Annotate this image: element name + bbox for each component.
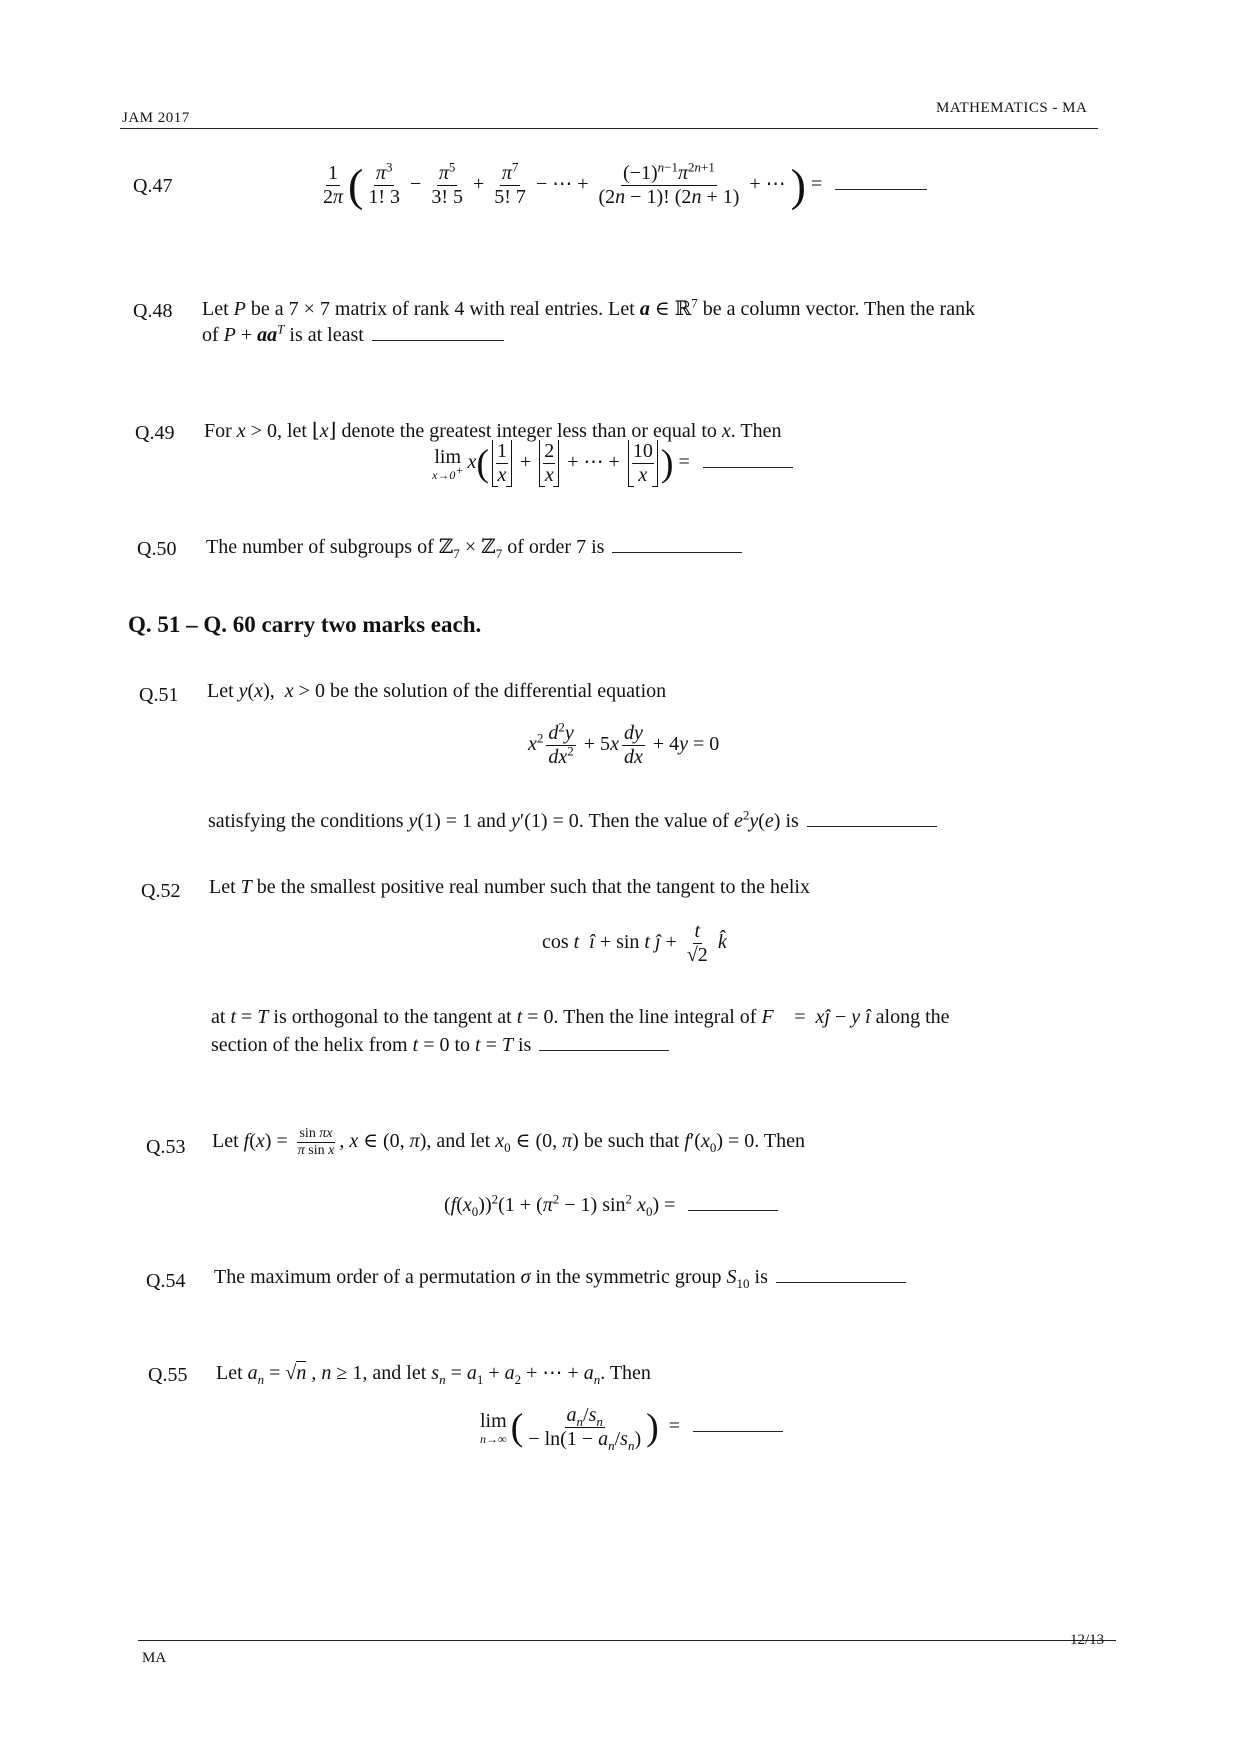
question-number-48: Q.48 (133, 300, 173, 322)
q51-text-3a: satisfying the conditions (208, 810, 409, 832)
q49-text-1d: . Then (730, 420, 782, 442)
question-number-54: Q.54 (146, 1270, 186, 1292)
q48-text-1a: Let (202, 298, 234, 320)
q52-line-3: at t = T is orthogonal to the tangent at t = 0. Then the line integral of F⃗ = xĵ − y î along the (211, 1006, 950, 1028)
question-number-50: Q.50 (137, 538, 177, 560)
q55-text-1c: . Then (600, 1362, 651, 1384)
q52-line-1: Let T be the smallest positive real number such that the tangent to the helix (209, 876, 810, 898)
q52-text-1a: Let (209, 876, 241, 898)
q51-text-1a: Let (207, 680, 239, 702)
q52-text-4b: to (449, 1034, 476, 1056)
q48-line-2: of $P + aa^T$ is at least (202, 324, 504, 347)
q54-text-a: The maximum order of a permutation (214, 1266, 521, 1288)
q48-text-2b: is at least (284, 324, 364, 346)
q49-text-1c: denote the greatest integer less than or equal to (336, 420, 722, 442)
header-rule (120, 128, 1098, 129)
q52-text-1b: be the smallest positive real number such that the tangent to the helix (251, 876, 810, 898)
q54-text-c: is (749, 1266, 768, 1288)
q49-line-1: For x > 0, let ⌊x⌋ denote the greatest integer less than or equal to x. Then (204, 420, 782, 442)
q53-text-1c: be such that (578, 1130, 685, 1153)
section-heading: Q. 51 – Q. 60 carry two marks each. (128, 612, 482, 637)
question-number-47: Q.47 (133, 175, 173, 197)
q48-line-1: Let P be a 7 × 7 matrix of rank 4 with real entries. Let a ∈ ℝ$^7$ be a column vector. Then the rank (202, 295, 976, 320)
q55-line-1: Let $a_n = √n$ , n ≥ 1, and let $s_n = a_1 + a_2$ + ⋯ + $a_n$. Then (216, 1362, 651, 1387)
footer-left: MA (142, 1650, 167, 1666)
header-right: MATHEMATICS - MA (936, 100, 1088, 116)
q53-text-1a: Let (212, 1130, 244, 1153)
q54-text-b: in the symmetric group (530, 1266, 727, 1288)
q55-text-1a: Let (216, 1362, 248, 1384)
q48-text-1b: be a 7 × 7 matrix of rank 4 with real entries. Let (245, 298, 640, 320)
q52-text-3b: is orthogonal to the tangent at (268, 1006, 517, 1028)
q51-differential-equation: $x^2$ $\frac{d^2y}{dx^2}$ + 5x $\frac{dy}{dx}$ + 4y = 0 (528, 719, 720, 768)
question-number-49: Q.49 (135, 422, 175, 444)
q54-text: The maximum order of a permutation σ in the symmetric group $S_{10}$ is (214, 1266, 906, 1289)
q53-text-1d: . Then (754, 1130, 806, 1153)
question-number-52: Q.52 (141, 880, 181, 902)
q51-line-3: satisfying the conditions y(1) = 1 and y′(1) = 0. Then the value of $e^2y(e)$ is (208, 810, 937, 833)
q51-text-1b: be the solution of the differential equation (329, 680, 667, 702)
q52-text-4c: is (513, 1034, 532, 1056)
q50-text: The number of subgroups of ℤ$_7$ × ℤ$_7$ of order 7 is (206, 534, 742, 559)
q47-expression: $\frac{1}{2\pi}$ ( $\frac{\pi^3}{1! 3}$ − $\frac{\pi^5}{3! 5}$ + $\frac{\pi^7}{5! 7}$ − ⋯ + $\frac{(-1)^{n-1}\pi^{2n+1}}{(2n - 1)! (2n + 1)}$ + ⋯ ) = (318, 162, 927, 209)
q51-text-3b: and (477, 810, 511, 832)
q49-text-1a: For (204, 420, 237, 442)
q52-helix-expression: cos t î + sin t ĵ + $\frac{t}{√2}$ k̂ (542, 920, 727, 966)
q52-text-4a: section of the helix from (211, 1034, 413, 1056)
q52-line-4: section of the helix from t = 0 to t = T is (211, 1034, 669, 1057)
q55-text-1b: , and let (362, 1362, 432, 1384)
q49-text-1b: , let (276, 420, 312, 442)
q48-text-2a: of (202, 324, 224, 346)
q53-text-1b: , and let (426, 1130, 496, 1153)
q53-expression: $(f(x_0))^2(1 + (\pi^2 - 1)$ $\sin^2 x_0$) = (444, 1194, 778, 1217)
q53-line-1: Let f(x) = $\frac{\text{sin πx}}{\text{π sin x}}$ , x ∈ (0, π), and let $x_0$ ∈ (0, π) be such that $f'(x_0) = 0$. Then (212, 1126, 806, 1159)
q50-text-a: The number of subgroups of (206, 536, 439, 558)
q52-text-3a: at (211, 1006, 231, 1028)
q52-text-3d: along the (870, 1006, 950, 1028)
question-number-55: Q.55 (148, 1364, 188, 1386)
footer-page-number: 12/13 (1070, 1632, 1105, 1648)
question-number-53: Q.53 (146, 1136, 186, 1158)
footer-rule (138, 1640, 1116, 1641)
q51-line-1: Let y(x), x > 0 be the solution of the differential equation (207, 680, 667, 702)
q50-text-b: of order 7 is (507, 536, 605, 558)
q49-limit-expression: lim x→0+ x( $\frac{1}{x}$ + $\frac{2}{x}$ + ⋯ + $\frac{10}{x}$ ) = (432, 440, 793, 487)
q52-text-3c: . Then the line integral of (553, 1006, 762, 1028)
question-number-51: Q.51 (139, 684, 179, 706)
q55-limit-expression: lim n→∞ ( $\frac{a_n/s_n}{- \ln(1 - a_n/s_n)}$ ) = (480, 1404, 783, 1451)
q48-text-1c: be a column vector. Then the rank (697, 298, 976, 320)
q51-text-3d: is (780, 810, 799, 832)
q51-text-3c: . Then the value of (578, 810, 734, 832)
header-left: JAM 2017 (122, 110, 190, 126)
